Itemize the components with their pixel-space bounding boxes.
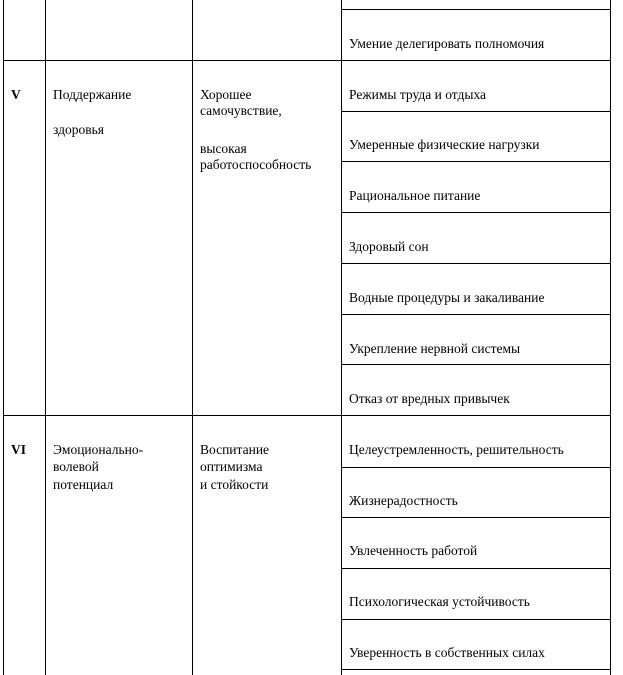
table-cell-area: Эмоционально- xyxy=(53,442,144,457)
column-divider-goal xyxy=(341,0,342,675)
table-cell-item: Здоровый сон xyxy=(349,239,429,254)
table-border-left xyxy=(3,0,4,675)
table-cell-item: Рациональное питание xyxy=(349,188,481,203)
table-cell-area: здоровья xyxy=(53,122,104,137)
row-separator xyxy=(3,60,611,61)
table-cell-item: Режимы труда и отдыха xyxy=(349,87,487,102)
table-cell-goal: высокая xyxy=(200,141,247,156)
table-cell-item: Психологическая устойчивость xyxy=(349,594,530,609)
row-number: V xyxy=(11,87,21,102)
table-cell-goal: Воспитание xyxy=(200,442,270,457)
item-divider xyxy=(341,669,611,670)
table-cell-goal: оптимизма xyxy=(200,459,263,474)
item-divider xyxy=(341,467,611,468)
table-cell-item: Целеустремленность, решительность xyxy=(349,442,564,457)
table-cell-item: Водные процедуры и закаливание xyxy=(349,290,545,305)
table-cell-item: Укрепление нервной системы xyxy=(349,341,521,356)
table-cell-area: волевой xyxy=(53,459,99,474)
item-divider xyxy=(341,619,611,620)
table-cell-item: Умение делегировать полномочия xyxy=(349,36,545,51)
table-cell-goal: Хорошее xyxy=(200,87,252,102)
item-divider xyxy=(341,9,611,10)
item-divider xyxy=(341,161,611,162)
table-cell-goal: работоспособность xyxy=(200,157,312,172)
table-cell-item: Увлеченность работой xyxy=(349,543,478,558)
item-divider xyxy=(341,568,611,569)
column-divider-number xyxy=(45,0,46,675)
table-cell-item: Жизнерадостность xyxy=(349,493,458,508)
item-divider xyxy=(341,314,611,315)
item-divider xyxy=(341,517,611,518)
table-border-right xyxy=(610,0,611,675)
row-number: VI xyxy=(11,442,27,457)
table-cell-area: Поддержание xyxy=(53,87,132,102)
table-cell-item: Отказ от вредных привычек xyxy=(349,391,510,406)
table-cell-area: потенциал xyxy=(53,477,114,492)
item-divider xyxy=(341,263,611,264)
item-divider xyxy=(341,212,611,213)
item-divider xyxy=(341,111,611,112)
item-divider xyxy=(341,364,611,365)
table-cell-item: Уверенность в собственных силах xyxy=(349,645,545,660)
table-cell-goal: и стойкости xyxy=(200,477,269,492)
column-divider-area xyxy=(192,0,193,675)
table-cell-goal: самочувствие, xyxy=(200,103,282,118)
table-cell-item: Умеренные физические нагрузки xyxy=(349,137,540,152)
row-separator xyxy=(3,415,611,416)
